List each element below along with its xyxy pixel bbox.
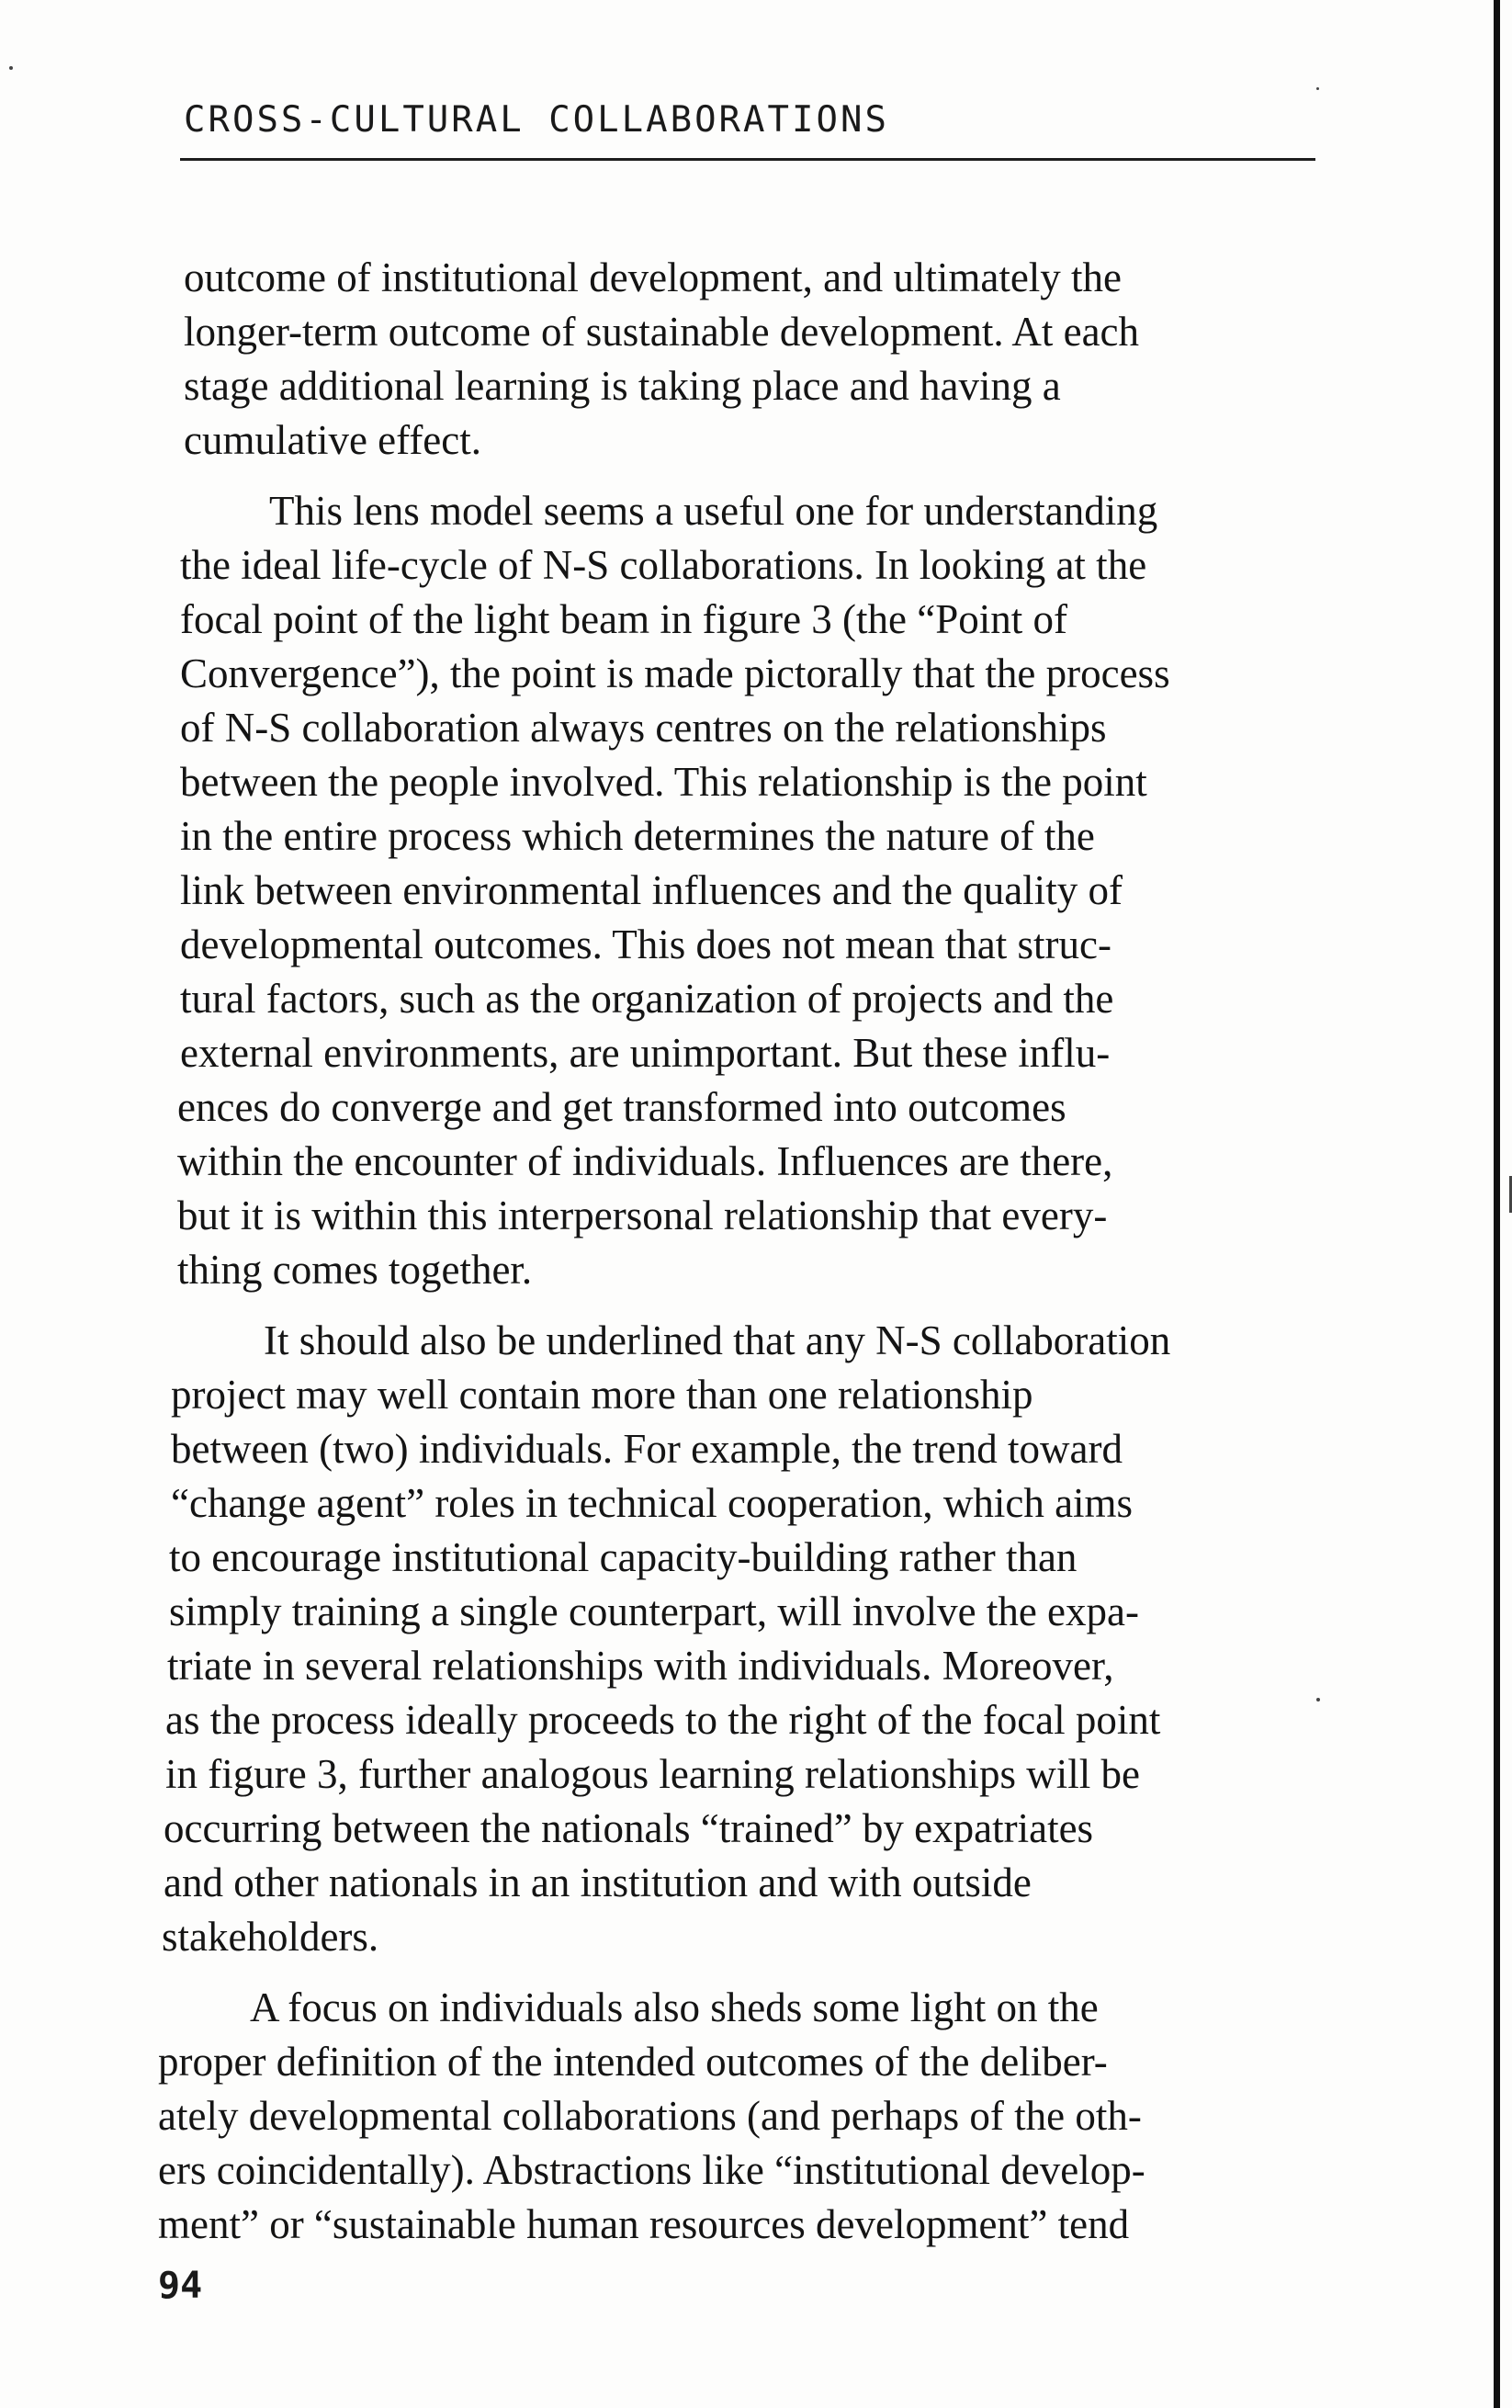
text-line: ately developmental collaborations (and perhaps of the oth- bbox=[158, 2093, 1142, 2139]
text-line: focal point of the light beam in figure 3 (the “Point of bbox=[180, 596, 1068, 642]
text-line: tural factors, such as the organization of projects and the bbox=[180, 976, 1114, 1022]
text-line: cumulative effect. bbox=[184, 417, 482, 463]
text-line: between (two) individuals. For example, the trend toward bbox=[171, 1426, 1123, 1472]
scan-speck bbox=[1316, 87, 1319, 90]
text-line: This lens model seems a useful one for understanding bbox=[269, 488, 1158, 534]
text-line: within the encounter of individuals. Influences are there, bbox=[177, 1138, 1113, 1184]
scan-speck bbox=[1316, 1698, 1320, 1701]
text-line: Convergence”), the point is made pictorally that the process bbox=[180, 650, 1170, 696]
text-line: project may well contain more than one relationship bbox=[171, 1372, 1033, 1418]
text-line: in figure 3, further analogous learning relationships will be bbox=[165, 1751, 1140, 1797]
text-line: external environments, are unimportant. But these influ- bbox=[180, 1030, 1111, 1076]
text-line: longer-term outcome of sustainable development. At each bbox=[184, 309, 1140, 355]
text-line: link between environmental influences and the quality of bbox=[180, 867, 1123, 913]
text-line: occurring between the nationals “trained” by expatriates bbox=[164, 1805, 1094, 1851]
text-line: A focus on individuals also sheds some light on the bbox=[250, 1984, 1099, 2030]
page-number: 94 bbox=[158, 2265, 203, 2307]
running-head: CROSS-CULTURAL COLLABORATIONS bbox=[184, 99, 889, 141]
page-edge-shadow bbox=[1494, 0, 1500, 2408]
text-line: and other nationals in an institution and with outside bbox=[164, 1860, 1032, 1905]
text-line: developmental outcomes. This does not mean that struc- bbox=[180, 921, 1111, 967]
text-line: stage additional learning is taking place and having a bbox=[184, 363, 1061, 409]
text-line: but it is within this interpersonal relationship that every- bbox=[177, 1193, 1108, 1238]
text-line: triate in several relationships with individuals. Moreover, bbox=[167, 1643, 1114, 1689]
text-line: of N-S collaboration always centres on the relationships bbox=[180, 705, 1107, 751]
text-line: outcome of institutional development, and ultimately the bbox=[184, 254, 1123, 300]
text-line: ences do converge and get transformed into outcomes bbox=[177, 1084, 1066, 1130]
text-line: It should also be underlined that any N-S collaboration bbox=[264, 1317, 1171, 1363]
text-line: ment” or “sustainable human resources development” tend bbox=[158, 2201, 1130, 2247]
header-rule bbox=[180, 158, 1315, 161]
text-line: proper definition of the intended outcomes of the deliber- bbox=[158, 2039, 1108, 2085]
scan-speck bbox=[9, 66, 13, 70]
text-line: “change agent” roles in technical cooperation, which aims bbox=[171, 1480, 1134, 1526]
text-line: as the process ideally proceeds to the right of the focal point bbox=[165, 1697, 1161, 1743]
text-line: between the people involved. This relationship is the point bbox=[180, 759, 1147, 805]
text-line: the ideal life-cycle of N-S collaborations. In looking at the bbox=[180, 542, 1147, 588]
text-line: ers coincidentally). Abstractions like “institutional develop- bbox=[158, 2147, 1145, 2193]
text-line: stakeholders. bbox=[162, 1914, 379, 1960]
text-line: to encourage institutional capacity-building rather than bbox=[169, 1534, 1078, 1580]
text-line: in the entire process which determines the nature of the bbox=[180, 813, 1095, 859]
text-line: thing comes together. bbox=[177, 1247, 533, 1293]
text-line: simply training a single counterpart, will involve the expa- bbox=[169, 1588, 1139, 1634]
